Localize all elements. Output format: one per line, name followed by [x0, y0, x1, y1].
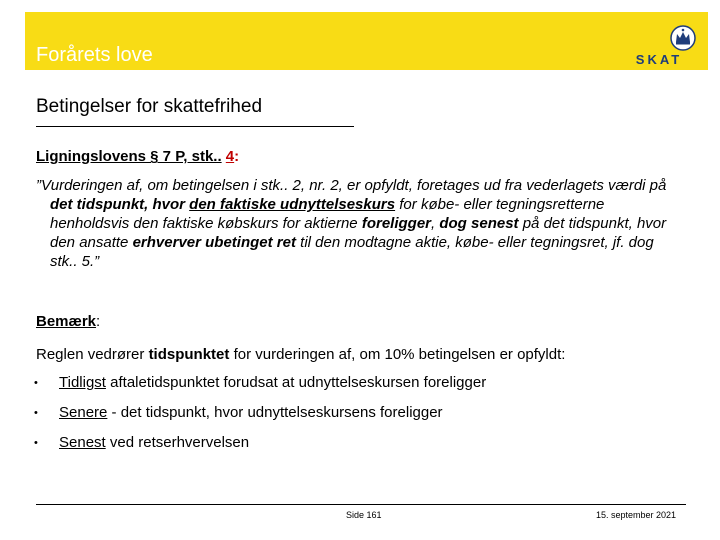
list-item-term: Tidligst	[59, 374, 106, 391]
quote-paragraph	[36, 176, 676, 271]
list-item	[36, 364, 486, 394]
page-number: Side 161	[346, 510, 382, 520]
quote-text: for	[399, 196, 417, 213]
intro-emphasis: tidspunktet	[148, 346, 230, 363]
quote-text: til den modtagne aktie, købe- eller tegningsret, jf. dog stk.. 5.”	[50, 234, 654, 270]
svg-text:SKAT: SKAT	[635, 52, 683, 67]
law-quote	[36, 176, 676, 271]
timing-list	[36, 364, 486, 454]
list-item-text: - det tidspunkt, hvor udnyttelseskursens foreligger	[111, 404, 443, 421]
note-heading	[36, 313, 100, 330]
law-reference	[36, 148, 239, 165]
quote-emphasis: dog senest	[439, 215, 519, 232]
list-item-term: Senere	[59, 404, 108, 421]
law-reference-colon: :	[234, 148, 240, 165]
quote-emphasis: det tidspunkt, hvor	[50, 196, 185, 213]
skat-logo	[615, 20, 703, 68]
list-item	[36, 424, 486, 454]
law-reference-text: Ligningslovens § 7 P, stk..	[36, 148, 222, 165]
intro-text: Reglen vedrører	[36, 346, 145, 363]
list-item-text: ved retserhvervelsen	[109, 434, 250, 451]
header-title: Forårets love	[36, 44, 153, 66]
list-item	[36, 394, 486, 424]
footer-divider	[36, 504, 686, 505]
quote-text: på det tidspunkt, hvor den ansatte	[50, 215, 667, 251]
bullet-icon: •	[34, 407, 38, 419]
intro-text: for vurderingen af, om 10% betingelsen er opfyldt:	[233, 346, 566, 363]
subtitle-underline	[36, 126, 354, 127]
note-label: Bemærk	[36, 313, 97, 330]
slide-subtitle: Betingelser for skattefrihed	[36, 96, 263, 117]
quote-text: vederlagets værdi på	[526, 177, 667, 194]
bullet-icon: •	[34, 437, 38, 449]
list-item-term: Senest	[59, 434, 106, 451]
quote-emphasis: erhverver	[132, 234, 201, 251]
bullet-icon: •	[34, 377, 38, 389]
header-bar	[25, 12, 708, 70]
quote-emphasis: den faktiske udnyttelseskurs	[189, 196, 396, 213]
note-colon: :	[96, 313, 101, 330]
law-reference-number: 4	[225, 148, 235, 165]
rule-intro	[36, 346, 565, 363]
quote-emphasis: ubetinget ret	[205, 234, 296, 251]
quote-text: ,	[431, 215, 436, 232]
quote-emphasis: foreligger	[361, 215, 432, 232]
list-item-text: aftaletidspunktet forudsat at udnyttelseskursen foreligger	[110, 374, 487, 391]
quote-text: købe- eller tegningsretterne henholdsvis den faktiske købskurs for aktierne	[50, 196, 605, 232]
quote-text: ”Vurderingen af, om betingelsen i stk.. 2, nr. 2, er opfyldt, foretages ud fra	[36, 177, 523, 194]
footer-date: 15. september 2021	[596, 510, 677, 520]
